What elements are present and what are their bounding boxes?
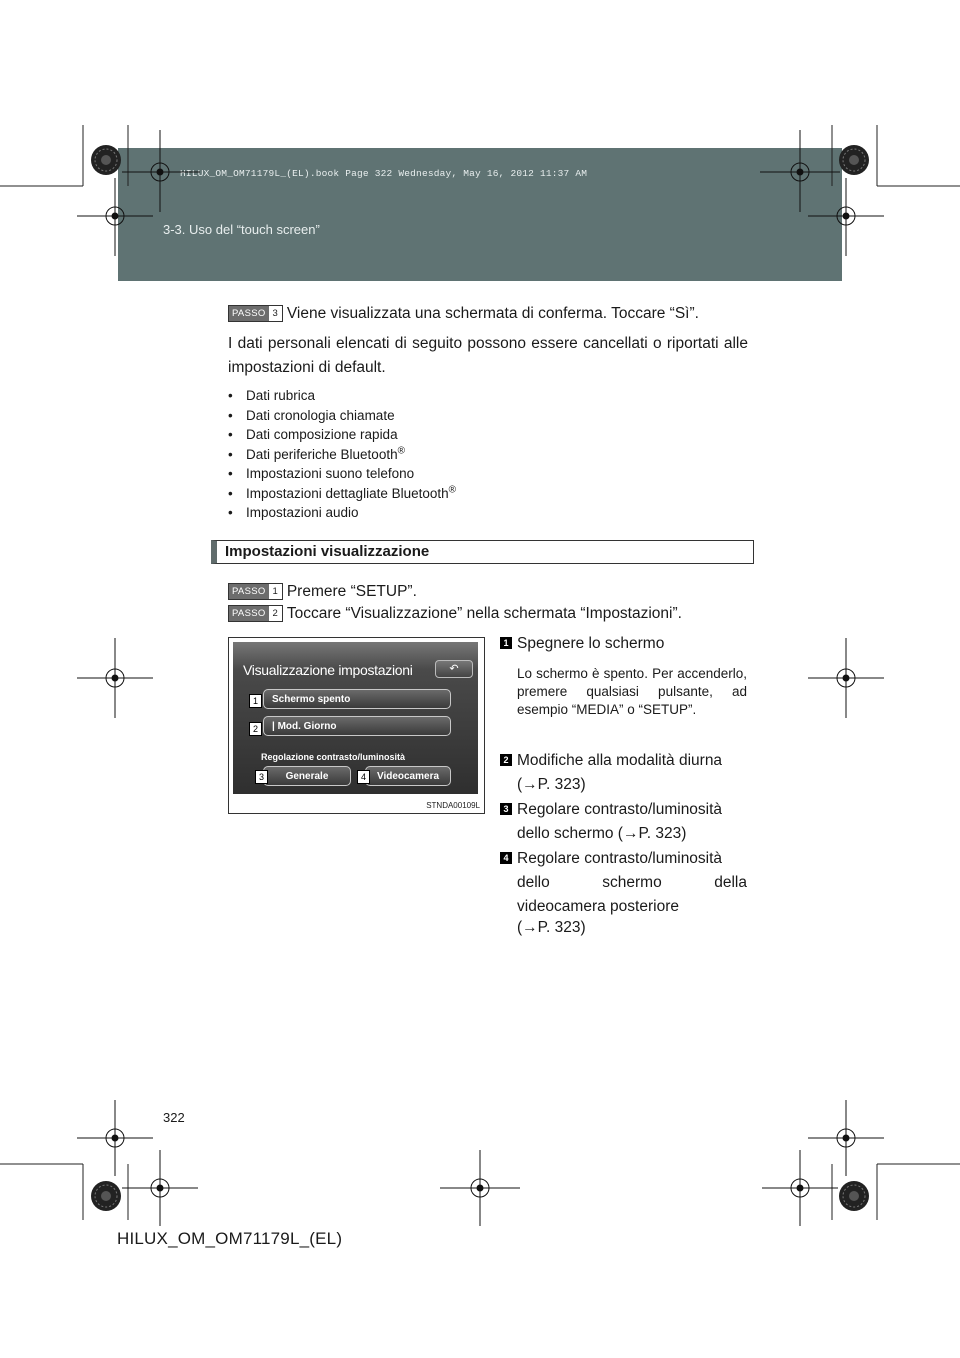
screen-title: Visualizzazione impostazioni — [243, 662, 413, 678]
section-label: 3-3. Uso del “touch screen” — [163, 222, 320, 237]
screen-figure — [228, 637, 485, 814]
starburst-icon — [839, 1181, 869, 1211]
crosshair-icon — [440, 1150, 520, 1226]
print-stamp: HILUX_OM_OM71179L_(EL).book Page 322 Wednesday, May 16, 2012 11:37 AM — [180, 168, 588, 179]
callout-4-ref: (→P. 323) — [517, 919, 586, 936]
callout-number: 3 — [255, 770, 268, 784]
list-item: • Dati composizione rapida — [228, 427, 398, 442]
callout-number: 4 — [500, 852, 512, 864]
list-item: • Impostazioni dettagliate Bluetooth® — [228, 484, 457, 501]
camera-button[interactable]: Videocamera — [365, 766, 451, 786]
crosshair-icon — [77, 178, 153, 256]
step-3-text: Viene visualizzata una schermata di conferma. Toccare “Sì”. — [286, 305, 699, 322]
step-1-text: Premere “SETUP”. — [286, 583, 417, 600]
starburst-icon — [839, 145, 869, 175]
callout-3: 3 Regolare contrasto/luminosità — [500, 798, 722, 822]
list-item: • Dati periferiche Bluetooth® — [228, 445, 405, 462]
page-number: 322 — [163, 1110, 185, 1125]
callout-1: 1 Spegnere lo schermo — [500, 632, 664, 656]
contrast-label: Regolazione contrasto/luminosità — [261, 752, 406, 762]
step-2-text: Toccare “Visualizzazione” nella schermata “Impostazioni”. — [286, 605, 682, 622]
back-icon: ↶ — [449, 663, 459, 675]
callout-number: 3 — [500, 803, 512, 815]
callout-1-description: Lo schermo è spento. Per accenderlo, premere qualsiasi pulsante, ad esempio “MEDIA” o “SETUP”. — [517, 666, 747, 717]
screen-off-button[interactable]: Schermo spento — [263, 689, 451, 709]
section-title: Impostazioni visualizzazione — [225, 543, 430, 560]
list-item: • Dati cronologia chiamate — [228, 407, 395, 423]
callout-3-ref: dello schermo (→P. 323) — [517, 825, 687, 842]
figure-code: STNDA00109L — [426, 801, 480, 810]
list-item: • Impostazioni suono telefono — [228, 466, 415, 481]
callout-number: 2 — [249, 722, 262, 736]
back-button[interactable] — [435, 660, 473, 678]
step-3 — [228, 305, 699, 323]
callout-number: 4 — [357, 770, 370, 784]
passo-badge: PASSO 2 — [228, 605, 283, 622]
starburst-icon — [91, 145, 121, 175]
section-heading — [211, 540, 754, 564]
crosshair-icon — [760, 130, 840, 212]
general-button[interactable]: Generale — [263, 766, 351, 786]
callout-number: 1 — [500, 637, 512, 649]
passo-badge: PASSO 3 — [228, 305, 283, 322]
callout-2-ref: (→P. 323) — [517, 776, 586, 793]
callout-4: 4 Regolare contrasto/luminosità — [500, 847, 722, 871]
crosshair-icon — [122, 130, 200, 212]
day-mode-button[interactable]: | Mod. Giorno — [263, 716, 451, 736]
callout-2: 2 Modifiche alla modalità diurna — [500, 749, 722, 773]
step-1 — [228, 583, 417, 601]
list-item: • Dati rubrica — [228, 388, 316, 403]
list-item: • Impostazioni audio — [228, 505, 359, 520]
crosshair-icon — [808, 178, 884, 256]
footer-code: HILUX_OM_OM71179L_(EL) — [117, 1229, 343, 1248]
callout-4-line2: dello schermo della — [517, 874, 747, 891]
crosshair-icon — [77, 1100, 153, 1176]
callout-number: 1 — [249, 694, 262, 708]
bullet-list — [228, 386, 456, 523]
callout-4-line3: videocamera posteriore — [517, 898, 679, 915]
crosshair-icon — [808, 638, 884, 718]
display-screen — [233, 642, 478, 794]
callout-number: 2 — [500, 754, 512, 766]
crosshair-icon — [808, 1100, 884, 1176]
crosshair-icon — [77, 638, 153, 718]
intro-paragraph: I dati personali elencati di seguito possono essere cancellati o riportati alle impostazioni di default. — [228, 335, 748, 376]
passo-badge: PASSO 1 — [228, 583, 283, 600]
crosshair-icon — [762, 1150, 838, 1226]
starburst-icon — [91, 1181, 121, 1211]
crosshair-icon — [122, 1150, 198, 1226]
step-2 — [228, 605, 682, 623]
